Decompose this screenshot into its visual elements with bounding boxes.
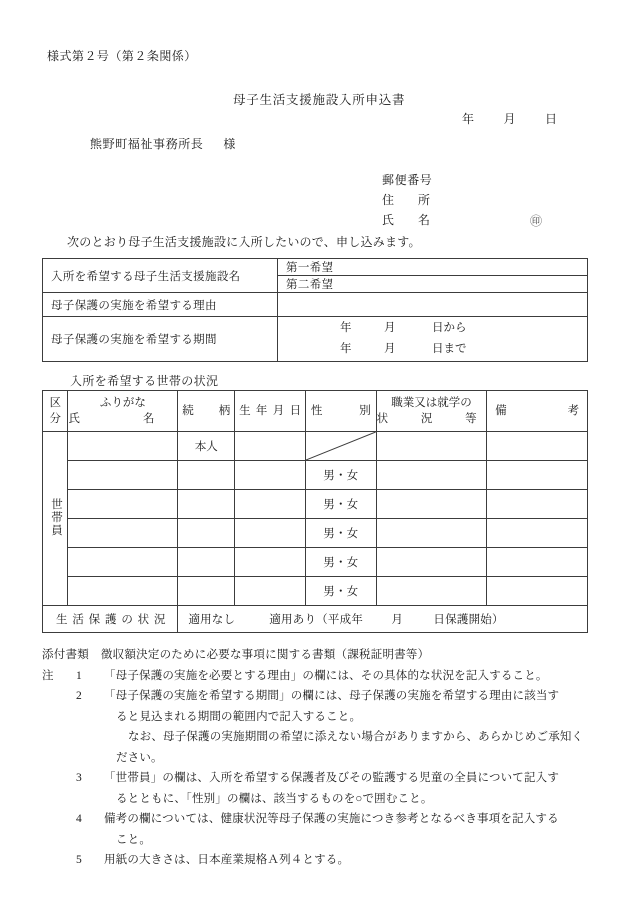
wish-table (42, 258, 588, 362)
diagonal-strike-icon (306, 432, 376, 460)
note-text: 「母子保護の実施を希望する期間」の欄には、母子保護の実施を希望する理由に該当す (104, 690, 560, 702)
period-label: 母子保護の実施を希望する期間 (43, 317, 278, 362)
column-header-sex: 性 別 (306, 391, 377, 432)
member-name-cell[interactable] (68, 461, 178, 490)
member-occupation-cell[interactable] (376, 461, 487, 490)
document-title: 母子生活支援施設入所申込書 (233, 93, 406, 107)
reason-input-cell[interactable] (278, 293, 588, 317)
note-number: 1 (76, 669, 82, 682)
table-row (43, 461, 588, 490)
member-birthdate-cell[interactable] (235, 519, 306, 548)
period-to-month: 月 (384, 343, 396, 355)
member-occupation-cell[interactable] (376, 577, 487, 606)
member-birthdate-cell[interactable] (235, 548, 306, 577)
period-from-month: 月 (384, 322, 396, 334)
table-row (43, 490, 588, 519)
facility-name-label: 入所を希望する母子生活支援施設名 (43, 259, 278, 293)
note-item-continuation (42, 789, 602, 810)
member-sex-cell[interactable]: 男・女 (306, 577, 377, 606)
address-label: 住所 (382, 193, 430, 207)
period-input-cell[interactable] (278, 317, 588, 362)
note-number: 4 (76, 813, 82, 825)
member-remarks-cell[interactable] (487, 577, 588, 606)
table-row (43, 548, 588, 577)
note-item (42, 768, 602, 789)
addressee-honorific: 様 (223, 137, 237, 151)
name-label: 氏名 (382, 213, 430, 227)
notes-kanji-label: 注 (42, 669, 54, 682)
member-relation-cell[interactable] (178, 519, 235, 548)
note-item-continuation (42, 727, 602, 748)
facility-choice-2[interactable]: 第二希望 (278, 276, 588, 293)
member-birthdate-cell[interactable] (235, 432, 306, 461)
member-name-cell[interactable] (68, 548, 178, 577)
member-occupation-cell[interactable] (376, 548, 487, 577)
period-from-year: 年 (340, 322, 352, 334)
addressee-name: 熊野町福祉事務所長 (90, 137, 204, 151)
note-text: こと。 (116, 833, 152, 846)
member-sex-cell[interactable]: 男・女 (306, 490, 377, 519)
welfare-start-year: 年 (351, 614, 364, 626)
welfare-start-month: 月 (391, 614, 404, 626)
member-name-cell[interactable] (68, 490, 178, 519)
table-row (43, 606, 588, 633)
column-header-relation: 続 柄 (178, 391, 235, 432)
table-row (43, 293, 588, 317)
date-line-top (462, 110, 557, 127)
member-relation-cell[interactable] (178, 548, 235, 577)
member-birthdate-cell[interactable] (235, 461, 306, 490)
note-text: ると見込まれる期間の範囲内で記入すること。 (116, 710, 362, 723)
member-occupation-cell[interactable] (376, 432, 487, 461)
note-text: ださい。 (116, 751, 163, 764)
date-day-label: 日 (544, 112, 558, 126)
note-item-continuation (42, 830, 602, 851)
note-item (42, 809, 602, 830)
note-text: なお、母子保護の実施期間の希望に添えない場合がありますから、あらかじめご承知く (128, 731, 584, 743)
table-row (43, 519, 588, 548)
household-section-heading: 入所を希望する世帯の状況 (70, 374, 219, 388)
job-line-1: 職業又は就学の (391, 397, 472, 409)
period-to-day: 日まで (432, 343, 467, 355)
member-remarks-cell[interactable] (487, 548, 588, 577)
note-item (42, 850, 602, 871)
postal-code-label: 郵便番号 (382, 173, 433, 187)
reason-label: 母子保護の実施を希望する理由 (43, 293, 278, 317)
note-number: 5 (76, 854, 82, 866)
table-header-row (43, 391, 588, 432)
welfare-status-value[interactable] (178, 606, 588, 633)
name-row (382, 210, 543, 230)
name-line-1: ふりがな (99, 397, 146, 409)
member-name-cell[interactable] (68, 519, 178, 548)
note-item (42, 686, 602, 707)
member-name-cell[interactable] (68, 577, 178, 606)
note-number: 3 (76, 772, 82, 784)
address-row (382, 190, 432, 210)
notes-section (42, 645, 602, 871)
column-header-occupation (376, 391, 487, 432)
note-text: 備考の欄については、健康状況等母子保護の実施につき参考となるべき事項を記入する (104, 813, 559, 825)
addressee-line (90, 135, 236, 152)
member-relation-cell[interactable] (178, 461, 235, 490)
name-line-2: 氏 名 (68, 413, 155, 425)
member-remarks-cell[interactable] (487, 461, 588, 490)
period-lines (278, 318, 587, 360)
member-name-cell[interactable] (68, 432, 178, 461)
kubun-line-1: 区 (49, 397, 61, 409)
column-header-kubun (43, 391, 68, 432)
attachment-label: 添付書類 (42, 649, 89, 661)
member-relation-cell[interactable]: 本人 (178, 432, 235, 461)
period-from-line (340, 318, 587, 339)
member-occupation-cell[interactable] (376, 519, 487, 548)
note-item-continuation (42, 748, 602, 769)
note-text: 「世帯員」の欄は、入所を希望する保護者及びその監護する児童の全員について記入す (104, 772, 559, 784)
seal-icon: ㊞ (530, 214, 543, 228)
table-row (43, 259, 588, 276)
welfare-status-label: 生活保護の状況 (43, 606, 178, 633)
column-header-birthdate: 生年月日 (235, 391, 306, 432)
note-text: 「母子保護の実施を必要とする理由」の欄には、その具体的な状況を記入すること。 (104, 669, 548, 682)
note-text: るとともに、「性別」の欄は、該当するものを○で囲むこと。 (116, 792, 433, 805)
period-to-line (340, 339, 587, 360)
note-item (42, 666, 602, 687)
table-row (43, 577, 588, 606)
welfare-start-suffix: 日保護開始） (433, 614, 504, 626)
member-relation-cell[interactable] (178, 577, 235, 606)
note-item-continuation (42, 707, 602, 728)
table-row (43, 317, 588, 362)
member-remarks-cell[interactable] (487, 519, 588, 548)
note-number: 2 (76, 690, 82, 702)
member-sex-cell[interactable]: 男・女 (306, 548, 377, 577)
job-line-2: 状 況 等 (376, 413, 477, 425)
period-from-day: 日から (432, 322, 467, 334)
member-sex-cell[interactable]: 男・女 (306, 519, 377, 548)
member-birthdate-cell[interactable] (235, 490, 306, 519)
attachment-text: 徴収額決定のために必要な事項に関する書類（課税証明書等） (100, 649, 430, 661)
member-sex-cell[interactable] (306, 432, 377, 461)
member-sex-cell[interactable]: 男・女 (306, 461, 377, 490)
household-table (42, 390, 588, 633)
column-header-name (68, 391, 178, 432)
welfare-option-yes[interactable]: 適用あり（平成 (269, 614, 352, 626)
kubun-merged-cell (43, 432, 68, 606)
date-year-label: 年 (462, 112, 475, 126)
kubun-vertical-label: 世帯員 (49, 497, 62, 537)
member-remarks-cell[interactable] (487, 490, 588, 519)
intro-sentence: 次のとおり母子生活支援施設に入所したいので、申し込みます。 (67, 235, 421, 249)
member-remarks-cell[interactable] (487, 432, 588, 461)
column-header-remarks: 備 考 (487, 391, 588, 432)
facility-choice-1[interactable]: 第一希望 (278, 259, 588, 276)
member-relation-cell[interactable] (178, 490, 235, 519)
member-occupation-cell[interactable] (376, 490, 487, 519)
applicant-block (382, 170, 543, 230)
attachment-note (42, 645, 602, 666)
note-text: 用紙の大きさは、日本産業規格Ａ列４とする。 (104, 854, 350, 866)
table-row (43, 432, 588, 461)
welfare-option-none[interactable]: 適用なし (188, 614, 236, 626)
kubun-line-2: 分 (49, 413, 61, 425)
member-birthdate-cell[interactable] (235, 577, 306, 606)
period-to-year: 年 (340, 343, 352, 355)
date-month-label: 月 (503, 112, 516, 126)
form-code: 様式第２号（第２条関係） (47, 49, 197, 63)
postal-code-row (382, 170, 432, 190)
